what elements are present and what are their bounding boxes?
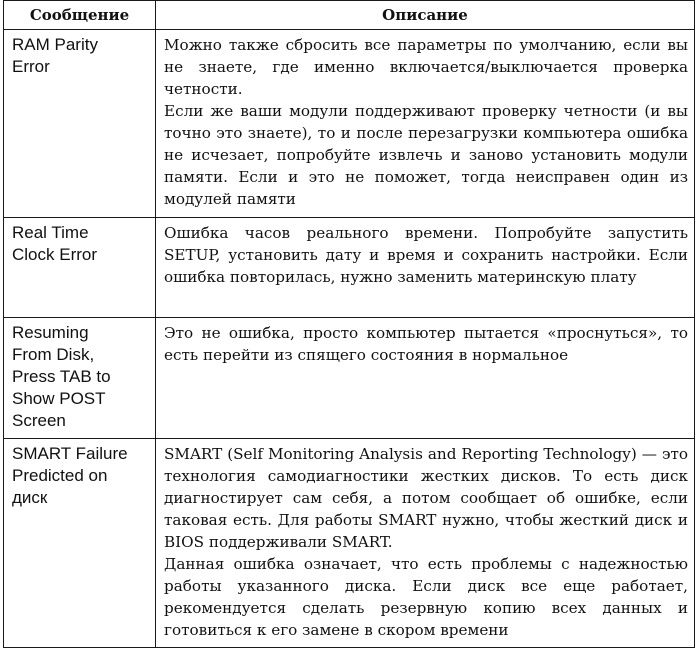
header-message: Сообщение xyxy=(4,1,156,30)
message-line: Predicted on xyxy=(12,466,108,485)
error-messages-table xyxy=(3,0,695,648)
message-cell xyxy=(4,218,156,318)
message-cell xyxy=(4,439,156,648)
message-cell xyxy=(4,30,156,218)
description-cell xyxy=(156,318,695,439)
message-line: Resuming xyxy=(12,323,89,342)
table-row xyxy=(4,318,695,439)
message-line: Clock Error xyxy=(12,245,98,264)
message-line: Show POST xyxy=(12,389,106,408)
description-paragraph: Можно также сбросить все параметры по умолчанию, если вы не знаете, где именно включается/выключается проверка четности. xyxy=(164,36,688,98)
message-line: Screen xyxy=(12,411,66,430)
description-cell xyxy=(156,30,695,218)
message-line: Error xyxy=(12,57,50,76)
message-line: SMART Failure xyxy=(12,444,128,463)
description-paragraph: Данная ошибка означает, что есть проблемы с надежностью работы указанного диска. Если диск все еще работает, рекомендуется сделать резервную копию всех данных и готовиться к его замене в скором времени xyxy=(164,555,688,639)
message-line: Press TAB to xyxy=(12,367,111,386)
description-cell xyxy=(156,439,695,648)
message-cell xyxy=(4,318,156,439)
message-line: RAM Parity xyxy=(12,35,98,54)
table-row xyxy=(4,30,695,218)
table-row xyxy=(4,218,695,318)
description-paragraph: Ошибка часов реального времени. Попробуйте запустить SETUP, установить дату и время и сохранить настройки. Если ошибка повторилась, нужно заменить материнскую плату xyxy=(164,224,688,286)
message-line: From Disk, xyxy=(12,345,95,364)
header-description: Описание xyxy=(156,1,695,30)
message-line: диск xyxy=(12,488,48,507)
description-paragraph: Это не ошибка, просто компьютер пытается «проснуться», то есть перейти из спящего состояния в нормальное xyxy=(164,324,688,364)
table-header xyxy=(4,1,695,30)
description-paragraph: Если же ваши модули поддерживают проверку четности (и вы точно это знаете), то и после перезагрузки компьютера ошибка не исчезает, попробуйте извлечь и заново установить модули памяти. Если и это не поможет, тогда неисправен один из модулей памяти xyxy=(164,102,688,208)
header-row xyxy=(4,1,695,30)
description-paragraph: SMART (Self Monitoring Analysis and Reporting Technology) — это технология самодиагностики жестких дисков. То есть диск диагностирует сам себя, а потом сообщает об ошибке, если таковая есть. Для работы SMART нужно, чтобы жесткий диск и BIOS поддерживали SMART. xyxy=(164,445,688,551)
description-cell xyxy=(156,218,695,318)
message-line: Real Time xyxy=(12,223,89,242)
table-row xyxy=(4,439,695,648)
